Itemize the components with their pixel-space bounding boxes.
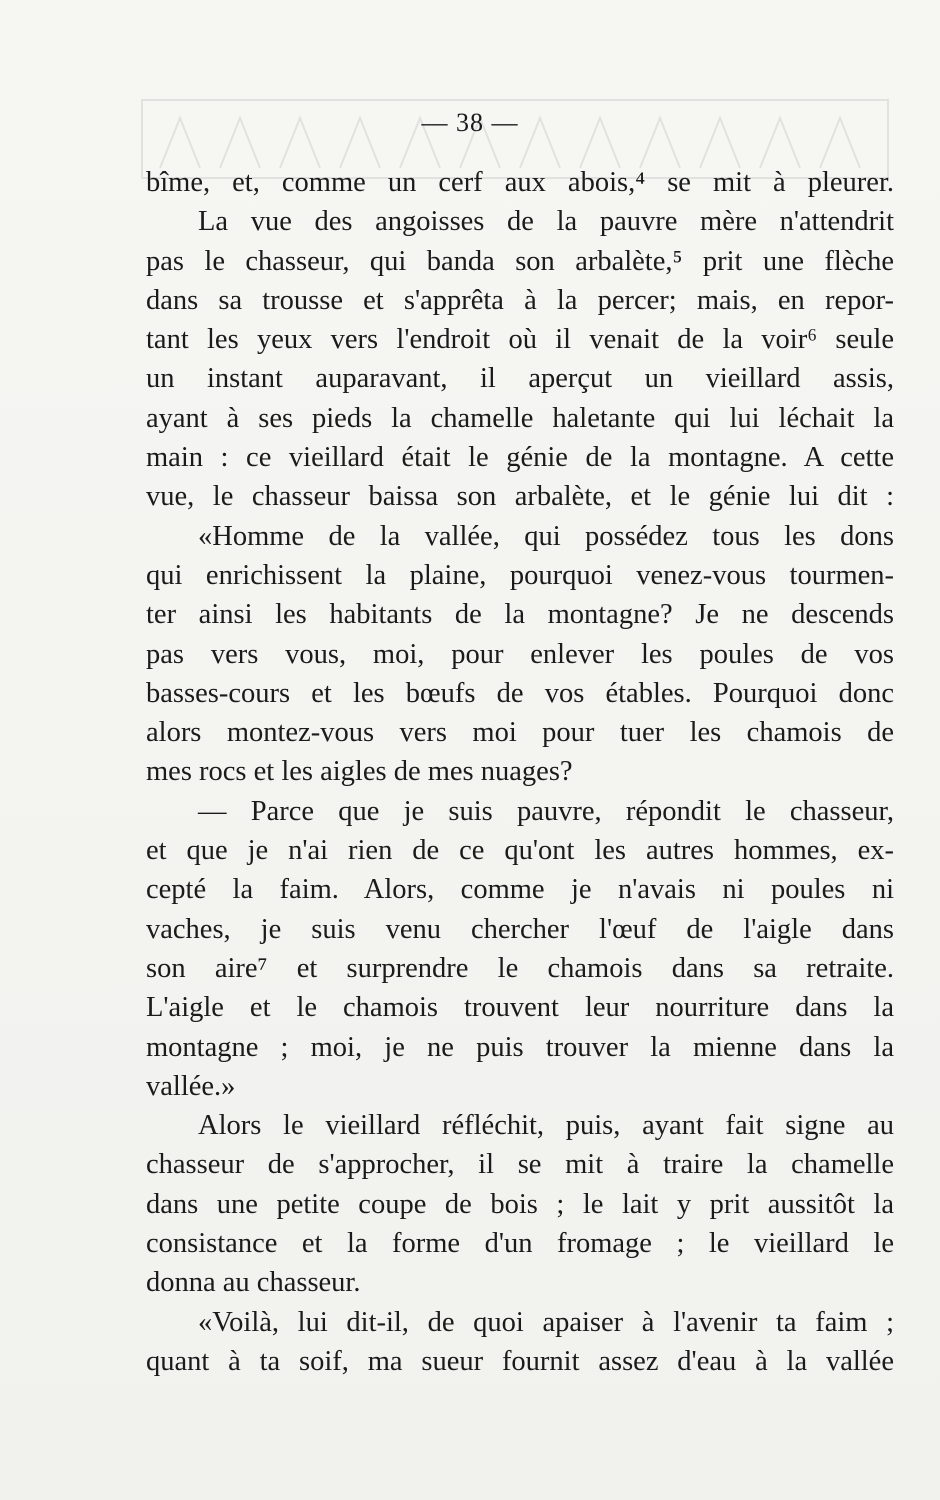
text-line: pas vers vous, moi, pour enlever les poules de vos	[146, 638, 894, 670]
text-line: alors montez-vous vers moi pour tuer les chamois de	[146, 717, 894, 749]
text-line: dans sa trousse et s'apprêta à la percer; mais, en repor-	[146, 284, 894, 316]
paragraph	[146, 792, 894, 1106]
text-line: pas le chasseur, qui banda son arbalète,⁵ prit une flèche	[146, 245, 894, 277]
paragraph	[146, 163, 894, 202]
body-text	[146, 163, 894, 1381]
text-line: mes rocs et les aigles de mes nuages?	[146, 756, 573, 788]
text-line: «Homme de la vallée, qui possédez tous les dons	[198, 520, 894, 552]
text-line: bîme, et, comme un cerf aux abois,⁴ se mit à pleurer.	[146, 167, 894, 198]
text-line: vue, le chasseur baissa son arbalète, et le génie lui dit :	[146, 481, 894, 513]
text-line: — Parce que je suis pauvre, répondit le chasseur,	[198, 795, 894, 827]
text-line: «Voilà, lui dit-il, de quoi apaiser à l'avenir ta faim ;	[198, 1306, 894, 1338]
paragraph	[146, 517, 894, 792]
text-line: donna au chasseur.	[146, 1267, 361, 1299]
text-line: La vue des angoisses de la pauvre mère n'attendrit	[198, 206, 894, 238]
text-line: main : ce vieillard était le génie de la montagne. A cette	[146, 442, 894, 474]
paragraph	[146, 202, 894, 516]
text-line: ter ainsi les habitants de la montagne? Je ne descends	[146, 599, 894, 631]
text-line: basses-cours et les bœufs de vos étables. Pourquoi donc	[146, 677, 894, 709]
text-line: vallée.»	[146, 1070, 236, 1102]
text-line: et que je n'ai rien de ce qu'ont les autres hommes, ex-	[146, 835, 894, 867]
text-line: vaches, je suis venu chercher l'œuf de l'aigle dans	[146, 913, 894, 945]
text-line: tant les yeux vers l'endroit où il venait de la voir⁶ seule	[146, 324, 894, 356]
text-line: un instant auparavant, il aperçut un vieillard assis,	[146, 363, 894, 395]
text-line: L'aigle et le chamois trouvent leur nourriture dans la	[146, 992, 894, 1024]
text-line: qui enrichissent la plaine, pourquoi venez-vous tourmen-	[146, 559, 894, 591]
page-number: — 38 —	[421, 108, 519, 137]
text-line: quant à ta soif, ma sueur fournit assez d'eau à la vallée	[146, 1345, 894, 1377]
paragraph	[146, 1303, 894, 1382]
paragraph	[146, 1106, 894, 1302]
text-line: cepté la faim. Alors, comme je n'avais ni poules ni	[146, 874, 894, 906]
text-line: ayant à ses pieds la chamelle haletante qui lui léchait la	[146, 402, 894, 434]
text-line: consistance et la forme d'un fromage ; le vieillard le	[146, 1228, 894, 1260]
text-line: chasseur de s'approcher, il se mit à traire la chamelle	[146, 1149, 894, 1181]
text-line: dans une petite coupe de bois ; le lait y prit aussitôt la	[146, 1188, 894, 1220]
text-line: son aire⁷ et surprendre le chamois dans sa retraite.	[146, 952, 894, 984]
text-line: Alors le vieillard réfléchit, puis, ayant fait signe au	[198, 1110, 894, 1142]
text-line: montagne ; moi, je ne puis trouver la mienne dans la	[146, 1031, 894, 1063]
